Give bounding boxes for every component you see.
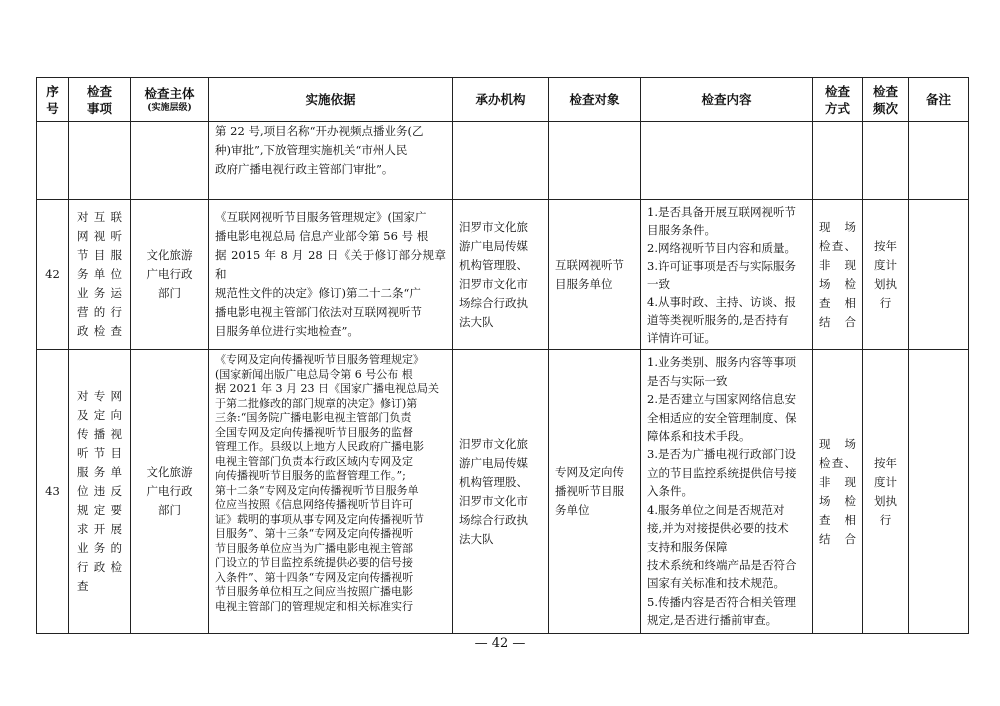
header-item: 检查 事项 (69, 78, 131, 122)
row-item: 对专网 及定向 传播视 听节目 服务单 位违反 规定要 求开展 业务的 行政检 查 (69, 350, 131, 634)
header-note: 备注 (909, 78, 969, 122)
table-row (37, 350, 969, 634)
continued-basis: 第 22 号,项目名称“开办视频点播业务(乙 种)审批”,下放管理实施机关“市州人民 政府广播电视行政主管部门审批”。 (209, 122, 453, 200)
row-method: 现 场 检查、 非 现 场 检 查 相 结合 (813, 350, 863, 634)
header-row (37, 78, 969, 122)
row-seq: 42 (37, 200, 69, 350)
row-basis: 《专网及定向传播视听节目服务管理规定》 (国家新闻出版广电总局令第 6 号公布 根 据 2021 年 3 月 23 日《国家广播电视总局关 于第二批修改的部门规章的决定》修订)第 三条:“国务院广播电影电视主管部门负责 全国专网及定向传播视听节目服务的监督 管理工作。县级以上地方人民政府广播电影 电视主管部门负责本行政区域内专网及定 向传播视听节目服务的监督管理工作。”; 第十二条“专网及定向传播视听节目服务单 位应当按照《信息网络传播视听节目许可 证》载明的事项从事专网及定向传播视听节 目服务”、第十三条“专网及定向传播视听 节目服务单位应当为广播电影电视主管部 门设立的节目监控系统提供必要的信号接 入条件”、第十四条“专网及定向传播视听 节目服务单位相互之间应当按照广播电影 电视主管部门的管理规定和相关标准实行 (209, 350, 453, 634)
page-number: — 42 — (474, 636, 526, 651)
continued-row (37, 122, 969, 200)
row-target: 专网及定向传 播视听节目服 务单位 (549, 350, 641, 634)
header-basis: 实施依据 (209, 78, 453, 122)
row-content: 1.业务类别、服务内容等事项 是否与实际一致 2.是否建立与国家网络信息安 全相适应的安全管理制度、保 障体系和技术手段。 3.是否为广播电视行政部门设 立的节目监控系统提供信号接 入条件。 4.服务单位之间是否规范对 接,并为对接提供必要的技术 支持和服务保障 技术系统和终端产品是否符合 国家有关标准和技术规范。 5.传播内容是否符合相关管理 规定,是否进行播前审查。 (641, 350, 813, 634)
row-note (909, 200, 969, 350)
row-content: 1.是否具备开展互联网视听节 目服务条件。 2.网络视听节目内容和质量。 3.许可证事项是否与实际服务 一致 4.从事时政、主持、访谈、报 道等类视听服务的,是否持有 详情许可证。 (641, 200, 813, 350)
row-subject: 文化旅游 广电行政 部门 (131, 200, 209, 350)
header-target: 检查对象 (549, 78, 641, 122)
row-freq: 按年 度计 划执 行 (863, 350, 909, 634)
header-subject-sub: (实施层级) (147, 103, 192, 113)
header-method: 检查 方式 (813, 78, 863, 122)
row-basis: 《互联网视听节目服务管理规定》(国家广 播电影电视总局 信息产业部令第 56 号 根 据 2015 年 8 月 28 日《关于修订部分规章和 规范性文件的决定》修订)第二十二条“广 播电影电视主管部门依法对互联网视听节 目服务单位进行实地检查”。 (209, 200, 453, 350)
header-subject: 检查主体 (实施层级) (131, 78, 209, 122)
row-item: 对互联 网视听 节目服 务单位 业务运 营的行 政检查 (69, 200, 131, 350)
row-target: 互联网视听节 目服务单位 (549, 200, 641, 350)
table-row (37, 200, 969, 350)
header-freq: 检查 频次 (863, 78, 909, 122)
header-content: 检查内容 (641, 78, 813, 122)
row-agency: 汨罗市文化旅 游广电局传媒 机构管理股、 汨罗市文化市 场综合行政执 法大队 (453, 350, 549, 634)
row-subject: 文化旅游 广电行政 部门 (131, 350, 209, 634)
row-agency: 汨罗市文化旅 游广电局传媒 机构管理股、 汨罗市文化市 场综合行政执 法大队 (453, 200, 549, 350)
row-freq: 按年 度计 划执 行 (863, 200, 909, 350)
row-method: 现 场 检查、 非 现 场 检 查 相 结合 (813, 200, 863, 350)
row-note (909, 350, 969, 634)
row-seq: 43 (37, 350, 69, 634)
inspection-table (36, 77, 969, 634)
header-agency: 承办机构 (453, 78, 549, 122)
header-seq: 序 号 (37, 78, 69, 122)
